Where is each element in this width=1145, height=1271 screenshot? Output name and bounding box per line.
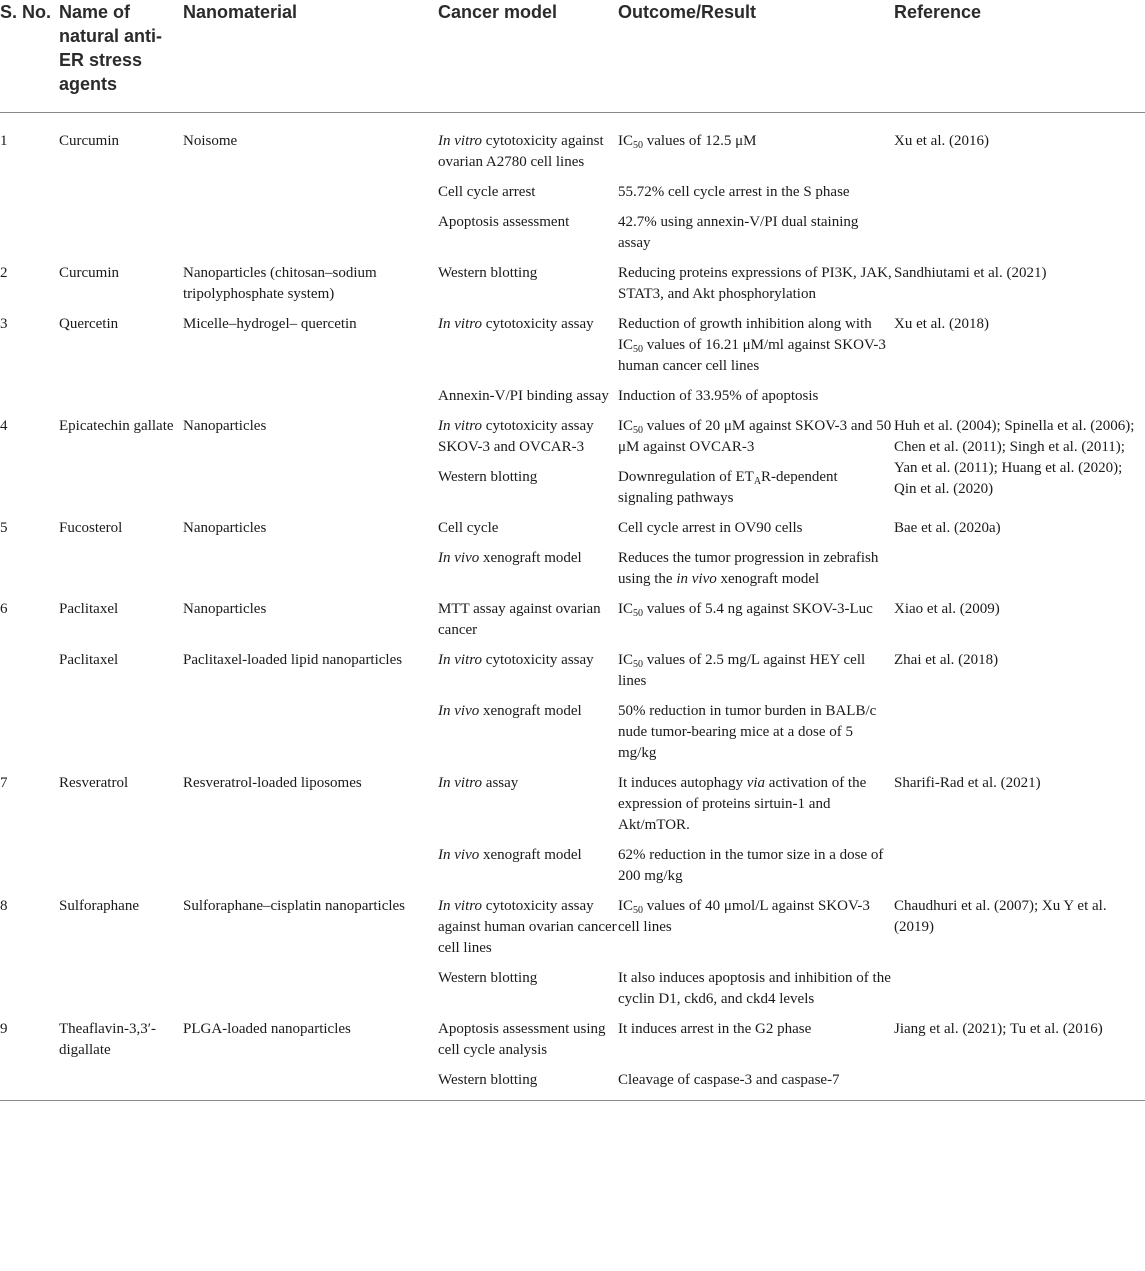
cell-model: Western blotting (438, 1072, 538, 1088)
cell-agent: Sulforaphane (59, 898, 139, 914)
cell-agent: Epicatechin gallate (59, 418, 174, 434)
cell-model: Western blotting (438, 265, 538, 281)
cell-nanomaterial: Micelle–hydrogel– quercetin (183, 316, 357, 332)
cell-outcome: It induces arrest in the G2 phase (618, 1021, 812, 1037)
cell-outcome: Reduction of growth inhibition along with $IC_{50}$ values of 16.21 μM/ml against SKOV-3 human cancer cell lines (618, 316, 886, 374)
cell-nanomaterial: Resveratrol-loaded liposomes (183, 775, 362, 791)
table-row (0, 591, 1145, 642)
cell-model: Apoptosis assessment (438, 214, 570, 230)
cell-nanomaterial: Nanoparticles (183, 418, 267, 434)
header-reference: Reference (894, 2, 982, 22)
cell-outcome: It also induces apoptosis and inhibition of the cyclin D1, ckd6, and ckd4 levels (618, 970, 891, 1007)
cell-nanomaterial: Paclitaxel-loaded lipid nanoparticles (183, 652, 403, 668)
table-row (0, 642, 1145, 693)
cell-model: In vitro cytotoxicity assay SKOV-3 and OVCAR-3 (438, 418, 594, 455)
cell-agent: Theaflavin-3,3′-digallate (59, 1021, 156, 1058)
cell-nanomaterial: Nanoparticles (chitosan–sodium tripolyphosphate system) (183, 265, 377, 302)
table-row (0, 510, 1145, 540)
header-nanomaterial: Nanomaterial (183, 2, 298, 22)
table-row (0, 306, 1145, 378)
cell-outcome: 62% reduction in the tumor size in a dose of 200 mg/kg (618, 847, 884, 884)
cell-agent: Fucosterol (59, 520, 123, 536)
cell-agent: Paclitaxel (59, 652, 119, 668)
cell-outcome: Cell cycle arrest in OV90 cells (618, 520, 803, 536)
cell-outcome: $IC_{50}$ values of 20 μM against SKOV-3 and 50 μM against OVCAR-3 (618, 418, 892, 455)
cell-outcome: 42.7% using annexin-V/PI dual staining assay (618, 214, 859, 251)
cell-model: Annexin-V/PI binding assay (438, 388, 609, 404)
cell-reference: Huh et al. (2004); Spinella et al. (2006); Chen et al. (2011); Singh et al. (2011); Yan et al. (2011); Huang et al. (2020); Qin et al. (2020) (894, 418, 1135, 497)
cell-outcome: Reducing proteins expressions of PI3K, JAK, STAT3, and Akt phosphorylation (618, 265, 892, 302)
header-sno: S. No. (0, 2, 52, 22)
cell-sno: 7 (0, 775, 8, 791)
cell-sno: 8 (0, 898, 8, 914)
table-row (0, 255, 1145, 306)
cell-model: Western blotting (438, 970, 538, 986)
cell-nanomaterial: PLGA-loaded nanoparticles (183, 1021, 351, 1037)
cell-model: Apoptosis assessment using cell cycle analysis (438, 1021, 606, 1058)
cell-outcome: 50% reduction in tumor burden in BALB/c nude tumor-bearing mice at a dose of 5 mg/kg (618, 703, 877, 761)
cell-model: MTT assay against ovarian cancer (438, 601, 601, 638)
cell-outcome: Induction of 33.95% of apoptosis (618, 388, 819, 404)
cell-reference: Bae et al. (2020a) (894, 520, 1001, 536)
cell-reference: Jiang et al. (2021); Tu et al. (2016) (894, 1021, 1103, 1037)
cell-sno: 3 (0, 316, 8, 332)
cell-model: In vitro cytotoxicity assay (438, 652, 594, 668)
cell-agent: Curcumin (59, 133, 119, 149)
cell-model: In vitro cytotoxicity assay against human ovarian cancer cell lines (438, 898, 617, 956)
cell-outcome: $IC_{50}$ values of 40 μmol/L against SKOV-3 cell lines (618, 898, 870, 935)
cell-model: In vivo xenograft model (438, 847, 582, 863)
cell-reference: Chaudhuri et al. (2007); Xu Y et al. (2019) (894, 898, 1107, 935)
cell-sno: 6 (0, 601, 8, 617)
cell-reference: Sharifi-Rad et al. (2021) (894, 775, 1041, 791)
cell-model: In vitro cytotoxicity against ovarian A2780 cell lines (438, 133, 604, 170)
cell-reference: Zhai et al. (2018) (894, 652, 999, 668)
cell-agent: Paclitaxel (59, 601, 119, 617)
cell-nanomaterial: Nanoparticles (183, 601, 267, 617)
cell-model: In vivo xenograft model (438, 703, 582, 719)
cell-model: In vivo xenograft model (438, 550, 582, 566)
cell-reference: Sandhiutami et al. (2021) (894, 265, 1047, 281)
cell-outcome: 55.72% cell cycle arrest in the S phase (618, 184, 850, 200)
cell-sno: 5 (0, 520, 8, 536)
cell-nanomaterial: Sulforaphane–cisplatin nanoparticles (183, 898, 406, 914)
cell-outcome: It induces autophagy via activation of the expression of proteins sirtuin-1 and Akt/mTOR. (618, 775, 867, 833)
cell-sno: 4 (0, 418, 8, 434)
cell-outcome: Cleavage of caspase-3 and caspase-7 (618, 1072, 840, 1088)
cell-reference: Xiao et al. (2009) (894, 601, 1000, 617)
cell-outcome: $IC_{50}$ values of 2.5 mg/L against HEY cell lines (618, 652, 866, 689)
cell-reference: Xu et al. (2016) (894, 133, 989, 149)
cell-model: In vitro assay (438, 775, 519, 791)
cell-reference: Xu et al. (2018) (894, 316, 989, 332)
cell-outcome: $IC_{50}$ values of 12.5 μM (618, 133, 757, 151)
cell-outcome: Downregulation of $ET_AR$-dependent signaling pathways (618, 469, 838, 506)
cell-model: In vitro cytotoxicity assay (438, 316, 594, 332)
cell-agent: Curcumin (59, 265, 119, 281)
header-agent: Name of natural anti-ER stress agents (59, 2, 163, 94)
cell-outcome: $IC_{50}$ values of 5.4 ng against SKOV-3-Luc (618, 601, 873, 619)
cell-agent: Resveratrol (59, 775, 129, 791)
table-row (0, 1011, 1145, 1062)
cell-model: Cell cycle (438, 520, 499, 536)
cell-nanomaterial: Nanoparticles (183, 520, 267, 536)
cell-nanomaterial: Noisome (183, 133, 238, 149)
table-body (0, 113, 1145, 1101)
cell-outcome: Reduces the tumor progression in zebrafish using the in vivo xenograft model (618, 550, 879, 587)
table-row (0, 408, 1145, 459)
cell-model: Cell cycle arrest (438, 184, 536, 200)
cell-sno: 1 (0, 133, 8, 149)
header-cancer-model: Cancer model (438, 2, 558, 22)
cell-sno: 2 (0, 265, 8, 281)
table-row (0, 113, 1145, 175)
table-row (0, 888, 1145, 960)
table-header (0, 0, 1145, 113)
cell-sno: 9 (0, 1021, 8, 1037)
header-outcome: Outcome/Result (618, 2, 757, 22)
table-row (0, 765, 1145, 837)
cell-agent: Quercetin (59, 316, 119, 332)
cell-model: Western blotting (438, 469, 538, 485)
